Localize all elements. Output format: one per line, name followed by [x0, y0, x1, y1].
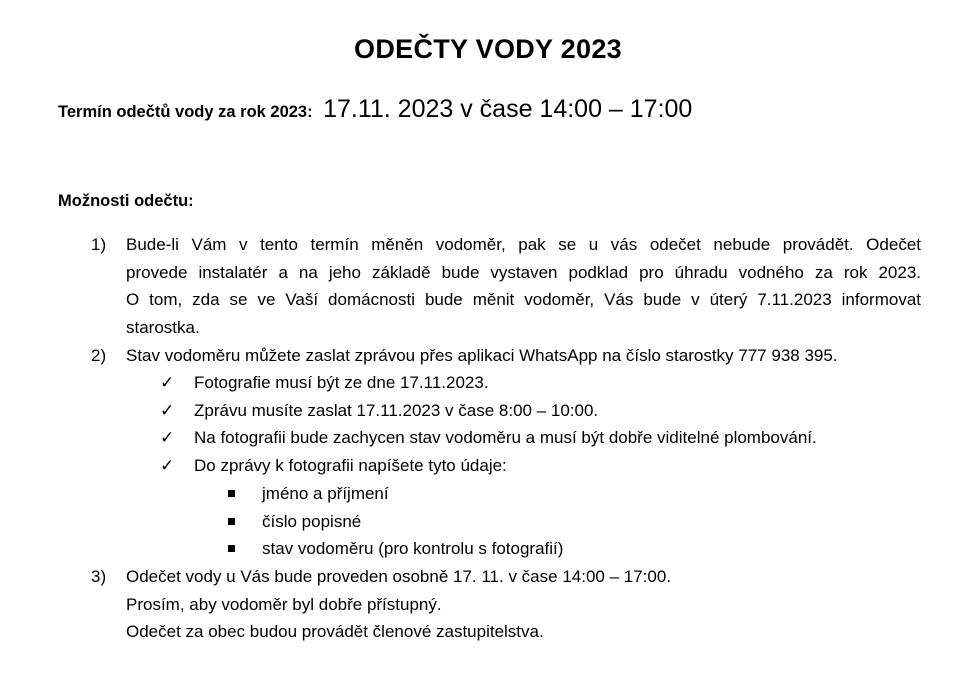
checkmark-icon: ✓ — [160, 400, 175, 420]
list-item-line: Odečet za obec budou provádět členové zastupitelstva. — [126, 622, 544, 642]
reading-term-label: Termín odečtů vody za rok 2023: — [58, 103, 313, 121]
list-item-number: 1) — [91, 235, 107, 254]
list-item-line: provede instalatér a na jeho základě bude vystaven podklad pro úhradu vodného za rok 2023. — [126, 262, 921, 282]
list-item-line: Stav vodoměru můžete zaslat zprávou přes aplikaci WhatsApp na číslo starostky 777 938 395. — [126, 346, 838, 365]
bullet-list-text: stav vodoměru (pro kontrolu s fotografií) — [262, 539, 564, 559]
list-item-line: Odečet vody u Vás bude proveden osobně 17. 11. v čase 14:00 – 17:00. — [126, 567, 672, 586]
list-item-line: Prosím, aby vodoměr byl dobře přístupný. — [126, 594, 442, 614]
check-list-text: Fotografie musí být ze dne 17.11.2023. — [194, 373, 489, 392]
list-item-line: starostka. — [126, 317, 200, 337]
document-title: ODEČTY VODY 2023 — [354, 34, 622, 64]
list-item-body — [126, 563, 921, 646]
options-heading: Možnosti odečtu: — [58, 192, 194, 210]
checkmark-icon: ✓ — [160, 455, 175, 475]
checkmark-icon: ✓ — [160, 428, 175, 448]
check-list-text: Na fotografii bude zachycen stav vodoměru a musí být dobře viditelné plombování. — [194, 428, 817, 448]
list-item-body — [126, 342, 921, 370]
reading-term — [58, 95, 692, 124]
square-bullet-icon — [228, 518, 235, 525]
bullet-list-text: číslo popisné — [262, 511, 362, 531]
square-bullet-icon — [228, 490, 235, 497]
check-list-text: Zprávu musíte zaslat 17.11.2023 v čase 8:00 – 10:00. — [194, 400, 599, 420]
list-item-line: O tom, zda se ve Vaší domácnosti bude měnit vodoměr, Vás bude v úterý 7.11.2023 informovat — [126, 290, 921, 310]
list-item-number: 2) — [91, 346, 107, 365]
square-bullet-icon — [228, 545, 235, 552]
reading-term-value: 17.11. 2023 v čase 14:00 – 17:00 — [323, 95, 693, 123]
checkmark-icon: ✓ — [160, 373, 175, 392]
list-item-body — [126, 231, 921, 341]
bullet-list-text: jméno a příjmení — [262, 484, 389, 503]
check-list-text: Do zprávy k fotografii napíšete tyto údaje: — [194, 455, 507, 475]
list-item-line: Bude-li Vám v tento termín měněn vodoměr, pak se u vás odečet nebude provádět. Odečet — [126, 235, 921, 254]
list-item-number: 3) — [91, 567, 107, 586]
